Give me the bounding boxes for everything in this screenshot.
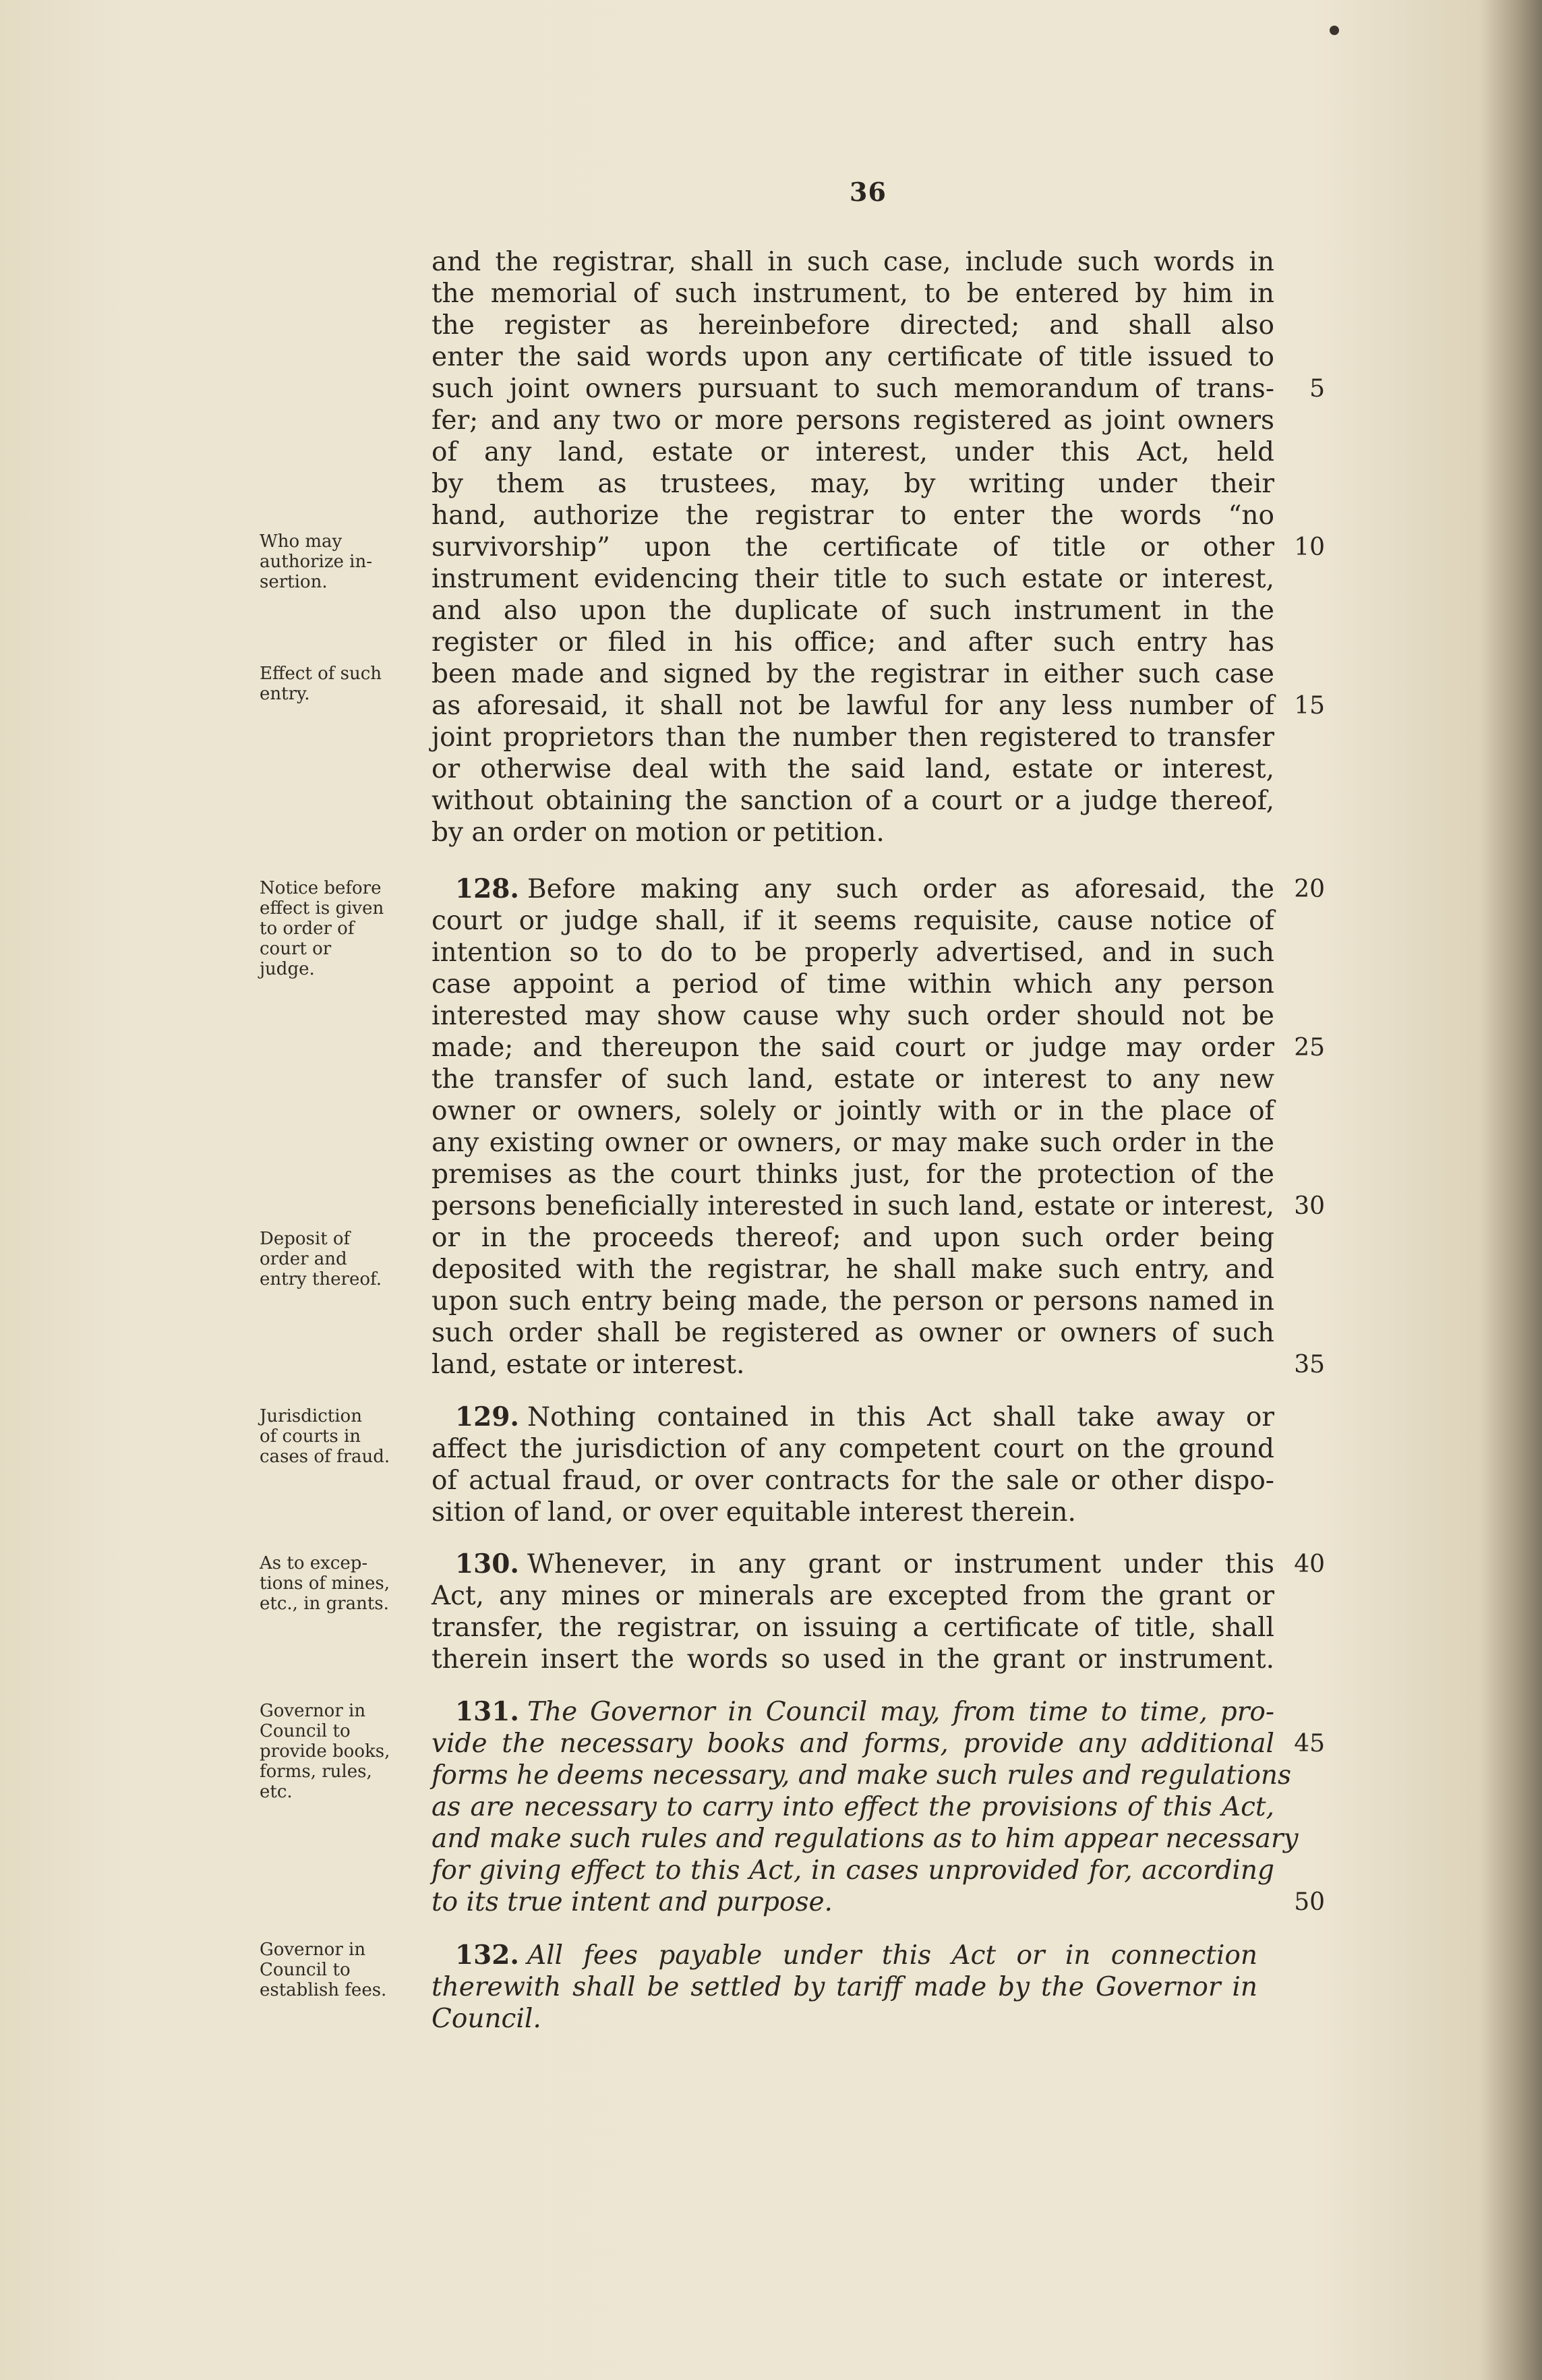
text-line: vide the necessary books and forms, provide any additional [432,1729,1274,1759]
text-line: any existing owner or owners, or may make such order in the [432,1128,1274,1158]
text-line: sition of land, or over equitable interest therein. [432,1497,1076,1528]
side-note-line: authorize in- [260,552,373,572]
side-note-line: entry thereof. [260,1269,382,1289]
text-line: for giving effect to this Act, in cases unprovided for, according [432,1855,1274,1886]
page-number: 36 [850,177,887,207]
text-line: by them as trustees, may, by writing under their [432,469,1274,499]
side-note-exceptions-mines [260,1553,411,1614]
text-line: therewith shall be settled by tariff made by the Governor in [432,1972,1257,2002]
section-number: 132. [455,1940,519,1971]
section-number: 131. [455,1696,519,1727]
text-line: owner or owners, solely or jointly with or in the place of [432,1096,1274,1126]
side-note-line: Jurisdiction [260,1406,362,1426]
text-line: and make such rules and regulations as to him appear necessary [432,1824,1299,1854]
section-number: 129. [455,1401,519,1432]
side-note-line: Notice before [260,878,382,898]
line-number: 50 [1294,1888,1325,1916]
side-note-notice-before [260,878,411,979]
side-note-line: Governor in [260,1940,366,1960]
text-line: as aforesaid, it shall not be lawful for any less number of [432,691,1274,721]
text-line: survivorship” upon the certificate of title or other [432,532,1274,562]
text-line: fer; and any two or more persons registered as joint owners [432,405,1274,436]
line-number: 20 [1294,875,1325,903]
text-line [455,1548,1274,1580]
text-line: instrument evidencing their title to such estate or interest, [432,564,1274,594]
text-line: and the registrar, shall in such case, include such words in [432,247,1274,277]
text-line: joint proprietors than the number then registered to transfer [432,722,1274,753]
text-line: court or judge shall, if it seems requisite, cause notice of [432,906,1274,936]
text-line: forms he deems necessary, and make such rules and regulations [432,1760,1292,1791]
side-note-line: Deposit of [260,1229,351,1249]
section-number: 130. [455,1548,519,1579]
text-line: Act, any mines or minerals are excepted from the grant or [432,1581,1274,1611]
side-note-line: Council to [260,1721,351,1741]
side-note-line: order and [260,1249,347,1269]
side-note-line: effect is given [260,898,384,919]
side-note-line: As to excep- [260,1553,368,1573]
line-number: 35 [1294,1351,1325,1378]
text-line [455,873,1274,905]
text-line: of any land, estate or interest, under this Act, held [432,437,1274,467]
side-note-line: judge. [260,959,315,979]
text-line: or in the proceeds thereof; and upon such order being [432,1223,1274,1253]
side-note-line: Council to [260,1960,351,1980]
side-note-line: establish fees. [260,1980,387,2000]
text-line: register or filed in his office; and after such entry has [432,627,1274,658]
side-note-who-may-authorize [260,531,411,592]
text-line [455,1940,1257,1971]
text-line: and also upon the duplicate of such instrument in the [432,596,1274,626]
text-line: enter the said words upon any certificate of title issued to [432,342,1274,372]
side-note-line: sertion. [260,572,328,592]
side-note-line: entry. [260,684,310,704]
side-note-line: Who may [260,531,343,552]
text-line: of actual fraud, or over contracts for the sale or other dispo- [432,1465,1274,1496]
side-note-line: etc., in grants. [260,1594,389,1614]
ink-spot [1330,26,1339,35]
side-note-line: to order of [260,919,355,939]
section-text: The Governor in Council may, from time to time, pro- [527,1697,1274,1727]
side-note-line: etc. [260,1782,293,1802]
text-line: the memorial of such instrument, to be entered by him in [432,279,1274,309]
side-note-line: tions of mines, [260,1573,390,1594]
text-line: to its true intent and purpose. [432,1887,833,1917]
text-line: such order shall be registered as owner or owners of such [432,1318,1274,1348]
text-line: intention so to do to be properly advertised, and in such [432,937,1274,968]
text-line: been made and signed by the registrar in either such case [432,659,1274,689]
text-line: Council. [432,2004,541,2034]
text-line: case appoint a period of time within which any person [432,969,1274,999]
section-text: Nothing contained in this Act shall take away or [527,1402,1274,1432]
text-line: as are necessary to carry into effect the provisions of this Act, [432,1792,1274,1822]
line-number: 40 [1294,1550,1325,1578]
side-note-line: forms, rules, [260,1762,372,1782]
text-line: the transfer of such land, estate or interest to any new [432,1064,1274,1095]
text-line: hand, authorize the registrar to enter the words “no [432,500,1274,531]
section-text: All fees payable under this Act or in connection [527,1940,1257,1971]
text-line: or otherwise deal with the said land, estate or interest, [432,754,1274,784]
side-note-line: court or [260,939,332,959]
text-line: such joint owners pursuant to such memorandum of trans- [432,374,1274,404]
text-line: interested may show cause why such order should not be [432,1001,1274,1031]
side-note-governor-fees [260,1940,411,2000]
side-note-line: of courts in [260,1426,361,1447]
line-number: 15 [1294,692,1325,720]
line-number: 45 [1294,1730,1325,1758]
text-line: made; and thereupon the said court or judge may order [432,1033,1274,1063]
text-line: deposited with the registrar, he shall make such entry, and [432,1254,1274,1285]
text-line: land, estate or interest. [432,1349,745,1380]
line-number: 25 [1294,1034,1325,1062]
side-note-line: provide books, [260,1741,390,1762]
text-line: without obtaining the sanction of a court or a judge thereof, [432,786,1274,816]
line-number: 30 [1294,1192,1325,1220]
side-note-governor-books [260,1701,411,1802]
section-number: 128. [455,873,519,904]
text-line: therein insert the words so used in the grant or instrument. [432,1644,1274,1675]
side-note-effect-of-entry [260,664,411,704]
text-line: transfer, the registrar, on issuing a certificate of title, shall [432,1613,1274,1643]
text-line: persons beneficially interested in such land, estate or interest, [432,1191,1274,1221]
section-text: Before making any such order as aforesaid, the [527,874,1274,904]
line-number: 10 [1294,533,1325,561]
text-line: upon such entry being made, the person or persons named in [432,1286,1274,1316]
side-note-deposit-of-order [260,1229,411,1289]
text-line: by an order on motion or petition. [432,817,885,848]
text-line: affect the jurisdiction of any competent court on the ground [432,1434,1274,1464]
text-line [455,1696,1274,1728]
section-text: Whenever, in any grant or instrument under this [527,1549,1274,1579]
text-line: the register as hereinbefore directed; and shall also [432,310,1274,341]
side-note-line: Effect of such [260,664,382,684]
text-line: premises as the court thinks just, for the protection of the [432,1159,1274,1190]
side-note-line: cases of fraud. [260,1447,390,1467]
side-note-jurisdiction [260,1406,411,1467]
line-number: 5 [1309,375,1325,403]
side-note-line: Governor in [260,1701,366,1721]
text-line [455,1401,1274,1433]
